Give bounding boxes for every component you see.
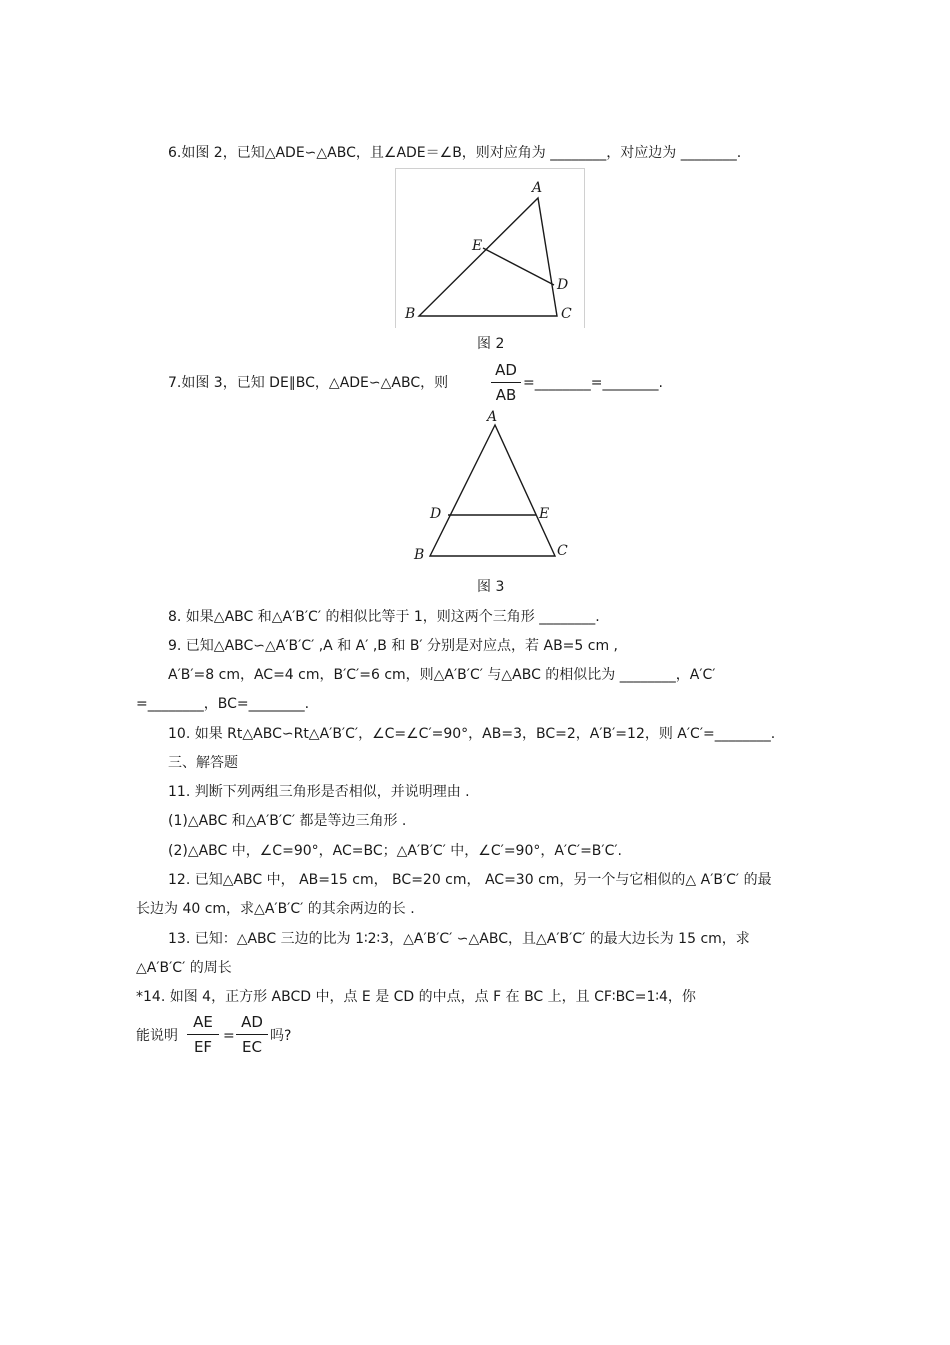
question-13-line-1: 13. 已知：△ABC 三边的比为 1∶2∶3，△A′B′C′ ∽△ABC，且△A′B′C′ 的最大边长为 15 cm，求: [168, 931, 750, 947]
fraction-bar: [187, 1034, 219, 1035]
question-8-text: 8. 如果△ABC 和△A′B′C′ 的相似比等于 1，则这两个三角形 ________.: [168, 609, 600, 625]
question-9-line-1: 9. 已知△ABC∽△A′B′C′ ,A 和 A′ ,B 和 B′ 分别是对应点，若 AB=5 cm ,: [168, 638, 619, 654]
question-14-fraction-2: [236, 1012, 268, 1057]
section-title: 三、解答题: [168, 755, 238, 771]
fig3-label-D: D: [430, 506, 442, 522]
question-10-text: 10. 如果 Rt△ABC∽Rt△A′B′C′，∠C=∠C′=90°，AB=3，BC=2，A′B′=12，则 A′C′=________.: [168, 726, 776, 742]
fig3-label-B: B: [414, 547, 425, 563]
fraction-numerator: AD: [495, 361, 517, 379]
fig2-label-A: A: [532, 180, 543, 196]
question-7-prefix: 7.如图 3，已知 DE∥BC，△ADE∽△ABC，则: [168, 375, 449, 391]
question-11-sub-1: (1)△ABC 和△A′B′C′ 都是等边三角形 .: [168, 813, 407, 829]
fraction-denominator: EF: [193, 1038, 213, 1056]
fig2-label-C: C: [561, 306, 572, 322]
question-14-line-1: *14. 如图 4，正方形 ABCD 中，点 E 是 CD 的中点，点 F 在 BC 上，且 CF∶BC=1∶4，你: [136, 989, 696, 1005]
fig3-label-A: A: [487, 409, 498, 425]
question-14-suffix: 吗?: [270, 1028, 292, 1044]
fraction-numerator: AD: [241, 1013, 263, 1031]
question-13-line-2: △A′B′C′ 的周长: [136, 960, 232, 976]
question-12-line-2: 长边为 40 cm，求△A′B′C′ 的其余两边的长 .: [136, 901, 415, 917]
fig2-label-B: B: [405, 306, 416, 322]
fig3-label-C: C: [557, 543, 568, 559]
question-9-line-2: A′B′=8 cm，AC=4 cm，B′C′=6 cm，则△A′B′C′ 与△ABC 的相似比为 ________，A′C′: [168, 667, 716, 683]
equals-sign: =: [223, 1028, 235, 1044]
fraction-bar: [491, 382, 521, 383]
fig3-label-E: E: [539, 506, 550, 522]
fraction-numerator: AE: [193, 1013, 213, 1031]
fraction-denominator: AB: [495, 386, 517, 404]
question-14-prefix: 能说明: [136, 1028, 178, 1044]
question-6-text: 6.如图 2，已知△ADE∽△ABC，且∠ADE＝∠B，则对应角为 ________，对应边为 ________.: [168, 145, 742, 161]
figure-3-caption: 图 3: [477, 579, 505, 595]
question-11-text: 11. 判断下列两组三角形是否相似，并说明理由 .: [168, 784, 470, 800]
question-11-sub-2: (2)△ABC 中，∠C=90°，AC=BC；△A′B′C′ 中，∠C′=90°，A′C′=B′C′.: [168, 843, 622, 859]
figure-3: [410, 405, 575, 565]
question-7-suffix: =________=________.: [523, 375, 663, 391]
question-9-line-3: =________，BC=________.: [136, 696, 310, 712]
fig2-label-E: E: [472, 238, 483, 254]
question-14-fraction-1: [187, 1012, 219, 1057]
fraction-bar: [236, 1034, 268, 1035]
figure-2: [395, 168, 585, 328]
question-7-fraction: [491, 360, 521, 405]
fig2-label-D: D: [557, 277, 569, 293]
question-12-line-1: 12. 已知△ABC 中， AB=15 cm， BC=20 cm， AC=30 cm，另一个与它相似的△ A′B′C′ 的最: [168, 872, 772, 888]
fraction-denominator: EC: [242, 1038, 262, 1056]
figure-2-caption: 图 2: [477, 336, 505, 352]
